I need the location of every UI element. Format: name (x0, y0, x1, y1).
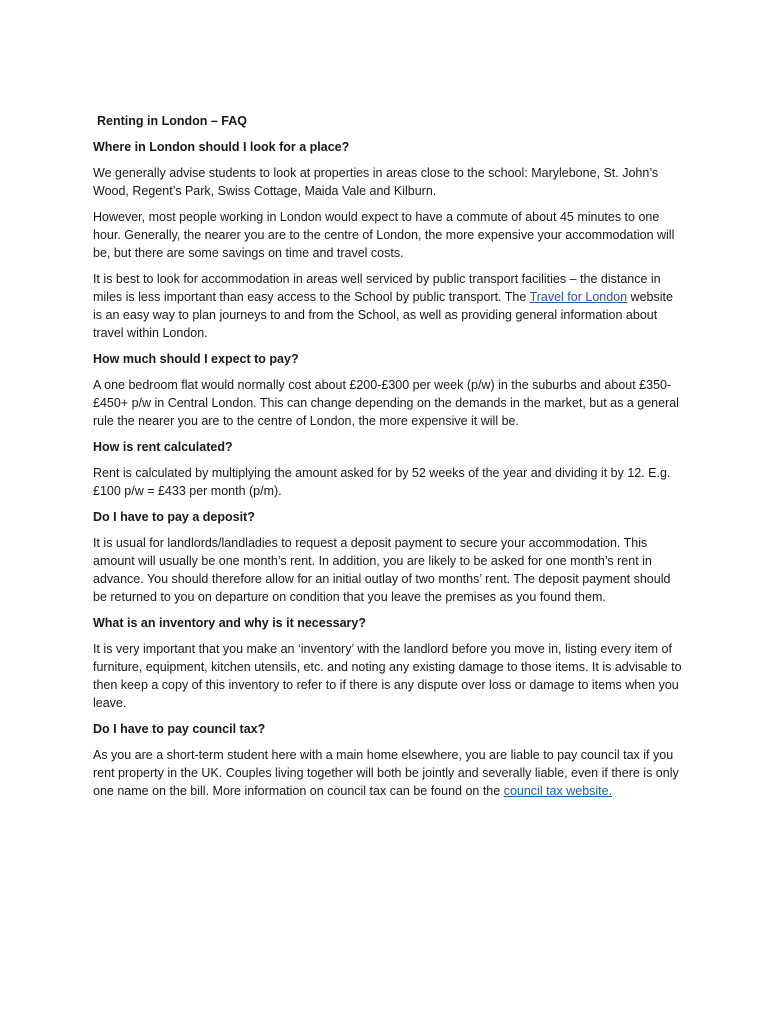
faq-answer-paragraph: Rent is calculated by multiplying the amount asked for by 52 weeks of the year and dividing it by 12. E.g. £100 p/w = £433 per month (p/m). (93, 466, 671, 498)
faq-question: How is rent calculated? (93, 440, 233, 454)
faq-question: What is an inventory and why is it necessary? (93, 616, 366, 630)
document-page (93, 112, 683, 808)
paragraph-text: As you are a short-term student here with a main home elsewhere, you are liable to pay council tax if you rent property in the UK. Couples living together will both be jointly and severally liable, even if there is only one name on the bill. More information on council tax can be found on the (93, 748, 679, 798)
document-title: Renting in London – FAQ (97, 114, 247, 128)
faq-question: How much should I expect to pay? (93, 352, 299, 366)
faq-question: Where in London should I look for a place? (93, 140, 350, 154)
paragraph-text: website is an easy way to plan journeys to and from the School, as well as providing general information about travel within London. (93, 290, 673, 340)
faq-answer-paragraph: We generally advise students to look at properties in areas close to the school: Marylebone, St. John’s Wood, Regent’s Park, Swiss Cottage, Maida Vale and Kilburn. (93, 166, 659, 198)
faq-answer-paragraph (93, 746, 683, 800)
faq-question: Do I have to pay a deposit? (93, 510, 255, 524)
faq-answer-paragraph: It is usual for landlords/landladies to request a deposit payment to secure your accommodation. This amount will usually be one month’s rent. In addition, you are likely to be asked for one month’s rent in advance. You should therefore allow for an initial outlay of two months’ rent. The deposit payment should be returned to you on departure on condition that you leave the premises as you found them. (93, 536, 671, 604)
travel-for-london-link[interactable]: Travel for London (529, 290, 628, 304)
paragraph-text: It is best to look for accommodation in areas well serviced by public transport facilities – the distance in miles is less important than easy access to the School by public transport. The (93, 272, 661, 304)
faq-answer-paragraph: It is very important that you make an ‘inventory’ with the landlord before you move in, listing every item of furniture, equipment, kitchen utensils, etc. and noting any existing damage to those items. It is advisable to then keep a copy of this inventory to refer to if there is any dispute over loss or damage to items when you leave. (93, 642, 682, 710)
faq-answer-paragraph (93, 270, 683, 342)
faq-answer-paragraph: A one bedroom flat would normally cost about £200-£300 per week (p/w) in the suburbs and about £350-£450+ p/w in Central London. This can change depending on the demands in the market, but as a general rule the nearer you are to the centre of London, the more expensive it will be. (93, 378, 679, 428)
council-tax-website-link[interactable]: council tax website. (503, 784, 613, 798)
faq-answer-paragraph: However, most people working in London would expect to have a commute of about 45 minutes to one hour. Generally, the nearer you are to the centre of London, the more expensive your accommodation will be, but there are some savings on time and travel costs. (93, 210, 675, 260)
faq-question: Do I have to pay council tax? (93, 722, 266, 736)
